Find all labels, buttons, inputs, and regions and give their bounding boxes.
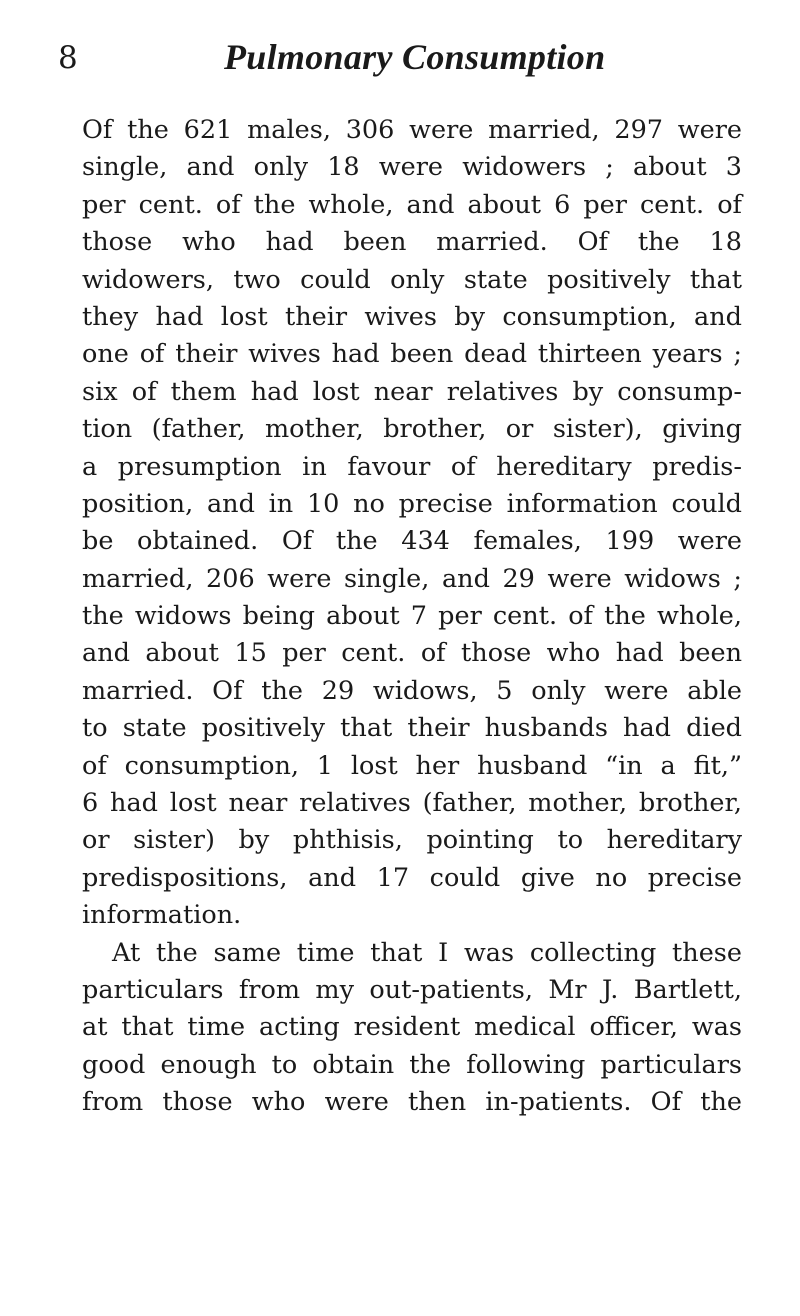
text-line: and about 15 per cent. of those who had been <box>82 638 742 669</box>
text-line: a presumption in favour of hereditary predis- <box>82 451 742 482</box>
text-line: per cent. of the whole, and about 6 per cent. of <box>82 189 742 220</box>
text-line: good enough to obtain the following particulars <box>82 1049 742 1080</box>
text-line: Of the 621 males, 306 were married, 297 were <box>82 115 742 145</box>
text-line: to state positively that their husbands had died <box>82 713 742 744</box>
text-line: particulars from my out-patients, Mr J. Bartlett, <box>82 974 742 1005</box>
page-title: Pulmonary Consumption <box>224 37 606 77</box>
text-line: from those who were then in-patients. Of the <box>82 1087 742 1118</box>
text-line: tion (father, mother, brother, or sister), giving <box>82 414 742 445</box>
text-line: they had lost their wives by consumption, and <box>82 301 742 332</box>
text-line-paragraph-start: At the same time that I was collecting these <box>112 937 742 968</box>
text-line: or sister) by phthisis, pointing to hereditary <box>82 825 742 856</box>
text-line: single, and only 18 were widowers ; about 3 <box>82 152 742 183</box>
text-line: be obtained. Of the 434 females, 199 were <box>82 526 742 557</box>
text-line: 6 had lost near relatives (father, mother, brother, <box>82 788 742 819</box>
text-line: predispositions, and 17 could give no precise <box>82 862 742 893</box>
text-line: position, and in 10 no precise information could <box>82 488 742 519</box>
text-line: those who had been married. Of the 18 <box>82 227 742 258</box>
text-line: of consumption, 1 lost her husband “in a fit,” <box>82 750 742 781</box>
text-line: married, 206 were single, and 29 were widows ; <box>82 563 742 594</box>
text-line: one of their wives had been dead thirteen years ; <box>82 339 742 370</box>
text-line: widowers, two could only state positively that <box>82 264 742 295</box>
text-line: six of them had lost near relatives by consump- <box>82 376 742 407</box>
text-line: at that time acting resident medical officer, was <box>82 1012 742 1043</box>
text-line-paragraph-end: information. <box>82 900 242 931</box>
text-line: the widows being about 7 per cent. of the whole, <box>82 601 742 632</box>
body-text <box>82 112 742 1122</box>
text-line: married. Of the 29 widows, 5 only were able <box>82 675 742 706</box>
running-head <box>58 36 738 88</box>
page-number: 8 <box>58 40 78 76</box>
